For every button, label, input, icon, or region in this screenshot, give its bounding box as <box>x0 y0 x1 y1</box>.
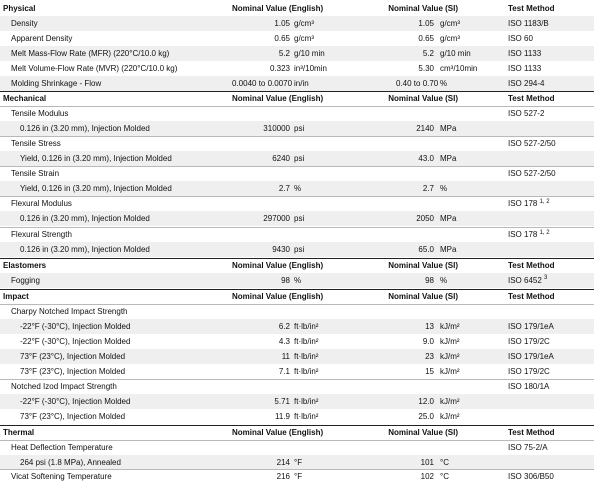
unit-english: % <box>294 276 302 285</box>
test-method <box>508 349 554 364</box>
property-row-izod-2 <box>0 409 594 424</box>
unit-english: ft·lb/in² <box>294 352 319 361</box>
property-row-charpy-4 <box>0 364 594 379</box>
unit-english: °F <box>294 458 303 467</box>
test-method-footnote: 1, 2 <box>539 199 550 205</box>
property-row-charpy-1 <box>0 319 594 334</box>
property-label: Flexural Strength <box>11 230 72 239</box>
unit-si: kJ/m² <box>440 412 460 421</box>
unit-si: g/cm³ <box>440 34 460 43</box>
value-english: 297000 <box>263 214 290 223</box>
column-header-test-method: Test Method <box>508 94 555 103</box>
column-header-english: Nominal Value (English) <box>232 428 324 437</box>
section-title: Mechanical <box>3 94 47 103</box>
value-si: 2.7 <box>422 184 434 193</box>
value-english: 5.71 <box>274 397 290 406</box>
test-method-name: ISO 75-2/A <box>508 443 548 452</box>
section-header-elastomers <box>0 258 594 273</box>
unit-english: ft·lb/in² <box>294 412 319 421</box>
value-si: 15 <box>425 367 434 376</box>
property-row-mfr <box>0 46 594 61</box>
value-english: 7.1 <box>278 367 290 376</box>
test-method-name: ISO 179/1eA <box>508 352 554 361</box>
test-method-footnote: 3 <box>544 275 548 281</box>
value-english: 0.323 <box>269 64 290 73</box>
column-header-si: Nominal Value (SI) <box>388 261 458 270</box>
unit-si: MPa <box>440 124 457 133</box>
property-label: Charpy Notched Impact Strength <box>11 307 128 316</box>
value-si: 25.0 <box>418 412 434 421</box>
property-label: Molding Shrinkage - Flow <box>11 79 102 88</box>
column-header-test-method: Test Method <box>508 428 555 437</box>
property-row-mvr <box>0 61 594 76</box>
test-method <box>508 380 549 394</box>
property-label: Flexural Modulus <box>11 199 72 208</box>
value-english: 5.2 <box>278 49 290 58</box>
test-method-name: ISO 527-2/50 <box>508 169 556 178</box>
property-row-flexural-modulus <box>0 196 594 211</box>
column-header-test-method: Test Method <box>508 292 555 301</box>
test-method-footnote: 1, 2 <box>539 230 550 236</box>
property-label: Melt Volume-Flow Rate (MVR) (220°C/10.0 kg) <box>11 64 178 73</box>
value-english: 6.2 <box>278 322 290 331</box>
unit-english: ft·lb/in² <box>294 397 319 406</box>
unit-si: % <box>440 184 448 193</box>
property-label: -22°F (-30°C), Injection Molded <box>20 337 131 346</box>
test-method-name: ISO 306/B50 <box>508 472 554 481</box>
value-si: 23 <box>425 352 434 361</box>
test-method <box>508 16 549 31</box>
test-method-name: ISO 179/1eA <box>508 322 554 331</box>
property-label: Fogging <box>11 276 40 285</box>
test-method-name: ISO 180/1A <box>508 382 550 391</box>
unit-english: in/in <box>294 79 309 88</box>
column-header-test-method: Test Method <box>508 261 555 270</box>
column-header-english: Nominal Value (English) <box>232 292 324 301</box>
section-title: Physical <box>3 4 36 13</box>
column-header-english: Nominal Value (English) <box>232 261 324 270</box>
value-si: 0.65 <box>418 34 434 43</box>
property-label: 73°F (23°C), Injection Molded <box>20 367 126 376</box>
test-method-name: ISO 1133 <box>508 49 542 58</box>
test-method <box>508 167 556 181</box>
property-row-charpy <box>0 304 594 319</box>
test-method <box>508 319 554 334</box>
property-label: Vicat Softening Temperature <box>11 472 112 481</box>
value-english: 11.9 <box>275 412 290 421</box>
value-si: 101 <box>420 458 434 467</box>
test-method-name: ISO 527-2/50 <box>508 139 556 148</box>
column-header-si: Nominal Value (SI) <box>388 94 458 103</box>
property-label: Density <box>11 19 38 28</box>
property-label: 73°F (23°C), Injection Molded <box>20 352 126 361</box>
test-method-name: ISO 60 <box>508 34 533 43</box>
property-row-tensile-strain <box>0 166 594 181</box>
value-si: 5.2 <box>422 49 434 58</box>
section-header-impact <box>0 289 594 304</box>
unit-english: % <box>294 184 302 193</box>
unit-english: psi <box>294 124 305 133</box>
test-method <box>508 61 541 76</box>
unit-si: g/10 min <box>440 49 471 58</box>
column-header-si: Nominal Value (SI) <box>388 428 458 437</box>
section-header-physical <box>0 2 594 16</box>
test-method-name: ISO 1133 <box>508 64 542 73</box>
property-row-charpy-2 <box>0 334 594 349</box>
test-method <box>508 364 550 379</box>
property-row-tensile-strain-1 <box>0 181 594 196</box>
unit-si: MPa <box>440 245 457 254</box>
unit-english: g/cm³ <box>294 19 314 28</box>
value-english: 310000 <box>263 124 290 133</box>
property-row-charpy-3 <box>0 349 594 364</box>
unit-si: kJ/m² <box>440 322 460 331</box>
property-row-tensile-stress <box>0 136 594 151</box>
test-method <box>508 107 544 121</box>
property-row-shrinkage <box>0 76 594 91</box>
unit-si: MPa <box>440 214 457 223</box>
property-row-density <box>0 16 594 31</box>
unit-english: in³/10min <box>294 64 327 73</box>
unit-english: psi <box>294 154 305 163</box>
value-si: 1.05 <box>418 19 434 28</box>
column-header-english: Nominal Value (English) <box>232 94 324 103</box>
value-english: 6240 <box>272 154 290 163</box>
property-row-hdt <box>0 440 594 455</box>
value-english: 1.05 <box>274 19 290 28</box>
value-si: 98 <box>425 276 434 285</box>
unit-si: cm³/10min <box>440 64 478 73</box>
test-method <box>508 31 533 46</box>
unit-si: kJ/m² <box>440 352 460 361</box>
property-row-vicat <box>0 469 594 484</box>
property-label: Tensile Modulus <box>11 109 69 118</box>
property-label: Notched Izod Impact Strength <box>11 382 117 391</box>
value-si: 2050 <box>416 214 434 223</box>
test-method <box>508 334 550 349</box>
property-label: Yield, 0.126 in (3.20 mm), Injection Molded <box>20 154 172 163</box>
column-header-si: Nominal Value (SI) <box>388 292 458 301</box>
value-english: 214 <box>276 458 290 467</box>
unit-si: % <box>440 79 448 88</box>
property-label: Tensile Stress <box>11 139 61 148</box>
test-method-name: ISO 527-2 <box>508 109 545 118</box>
property-row-hdt-1 <box>0 455 594 470</box>
unit-english: ft·lb/in² <box>294 367 319 376</box>
unit-english: psi <box>294 245 305 254</box>
value-english: 98 <box>281 276 290 285</box>
property-label: 0.126 in (3.20 mm), Injection Molded <box>20 124 150 133</box>
test-method <box>508 470 554 484</box>
test-method <box>508 228 550 242</box>
property-label: 0.126 in (3.20 mm), Injection Molded <box>20 245 150 254</box>
section-header-thermal <box>0 425 594 440</box>
test-method-name: ISO 178 <box>508 199 538 208</box>
column-header-si: Nominal Value (SI) <box>388 4 458 13</box>
test-method-name: ISO 179/2C <box>508 337 550 346</box>
value-si: 5.30 <box>418 64 434 73</box>
test-method <box>508 76 544 91</box>
property-label: 73°F (23°C), Injection Molded <box>20 412 126 421</box>
property-row-flexural-strength-1 <box>0 242 594 257</box>
unit-english: °F <box>294 472 303 481</box>
property-label: 264 psi (1.8 MPa), Annealed <box>20 458 121 467</box>
value-si: 2140 <box>416 124 434 133</box>
section-title: Elastomers <box>3 261 47 270</box>
value-si: 43.0 <box>418 154 434 163</box>
property-row-tensile-modulus-1 <box>0 121 594 136</box>
value-si: 9.0 <box>422 337 434 346</box>
value-si: 65.0 <box>418 245 434 254</box>
value-english: 0.65 <box>274 34 290 43</box>
unit-english: g/cm³ <box>294 34 314 43</box>
test-method-name: ISO 6452 <box>508 276 542 285</box>
unit-si: % <box>440 276 448 285</box>
test-method-name: ISO 179/2C <box>508 367 550 376</box>
property-label: 0.126 in (3.20 mm), Injection Molded <box>20 214 150 223</box>
test-method-name: ISO 178 <box>508 230 538 239</box>
unit-si: MPa <box>440 154 457 163</box>
test-method <box>508 137 556 151</box>
unit-si: kJ/m² <box>440 337 460 346</box>
property-row-izod-1 <box>0 394 594 409</box>
unit-english: g/10 min <box>294 49 325 58</box>
property-label: Yield, 0.126 in (3.20 mm), Injection Molded <box>20 184 172 193</box>
unit-english: ft·lb/in² <box>294 337 319 346</box>
property-row-apparent-density <box>0 31 594 46</box>
unit-english: ft·lb/in² <box>294 322 319 331</box>
unit-si: kJ/m² <box>440 367 460 376</box>
property-label: -22°F (-30°C), Injection Molded <box>20 397 131 406</box>
unit-si: °C <box>440 472 449 481</box>
test-method <box>508 441 548 455</box>
value-si: 13 <box>425 322 434 331</box>
property-row-flexural-modulus-1 <box>0 211 594 226</box>
property-label: Heat Deflection Temperature <box>11 443 113 452</box>
value-si: 0.40 to 0.70 <box>396 79 439 88</box>
column-header-english: Nominal Value (English) <box>232 4 324 13</box>
property-label: Tensile Strain <box>11 169 60 178</box>
value-si: 102 <box>420 472 434 481</box>
test-method-name: ISO 294-4 <box>508 79 545 88</box>
value-english: 0.0040 to 0.0070 <box>232 79 293 88</box>
property-label: -22°F (-30°C), Injection Molded <box>20 322 131 331</box>
value-english: 11 <box>281 352 290 361</box>
unit-english: psi <box>294 214 305 223</box>
section-title: Thermal <box>3 428 35 437</box>
value-english: 9430 <box>272 245 290 254</box>
test-method <box>508 273 547 288</box>
unit-si: g/cm³ <box>440 19 460 28</box>
value-english: 4.3 <box>278 337 290 346</box>
property-row-izod <box>0 379 594 394</box>
section-header-mechanical <box>0 91 594 106</box>
test-method <box>508 46 541 61</box>
value-si: 12.0 <box>418 397 434 406</box>
column-header-test-method: Test Method <box>508 4 555 13</box>
property-row-tensile-stress-1 <box>0 151 594 166</box>
property-label: Apparent Density <box>11 34 73 43</box>
property-label: Melt Mass-Flow Rate (MFR) (220°C/10.0 kg) <box>11 49 170 58</box>
property-row-fogging <box>0 273 594 288</box>
unit-si: kJ/m² <box>440 397 460 406</box>
test-method <box>508 197 550 211</box>
section-title: Impact <box>3 292 29 301</box>
value-english: 2.7 <box>278 184 290 193</box>
property-row-tensile-modulus <box>0 106 594 121</box>
unit-si: °C <box>440 458 449 467</box>
test-method-name: ISO 1183/B <box>508 19 549 28</box>
property-row-flexural-strength <box>0 227 594 242</box>
value-english: 216 <box>276 472 290 481</box>
